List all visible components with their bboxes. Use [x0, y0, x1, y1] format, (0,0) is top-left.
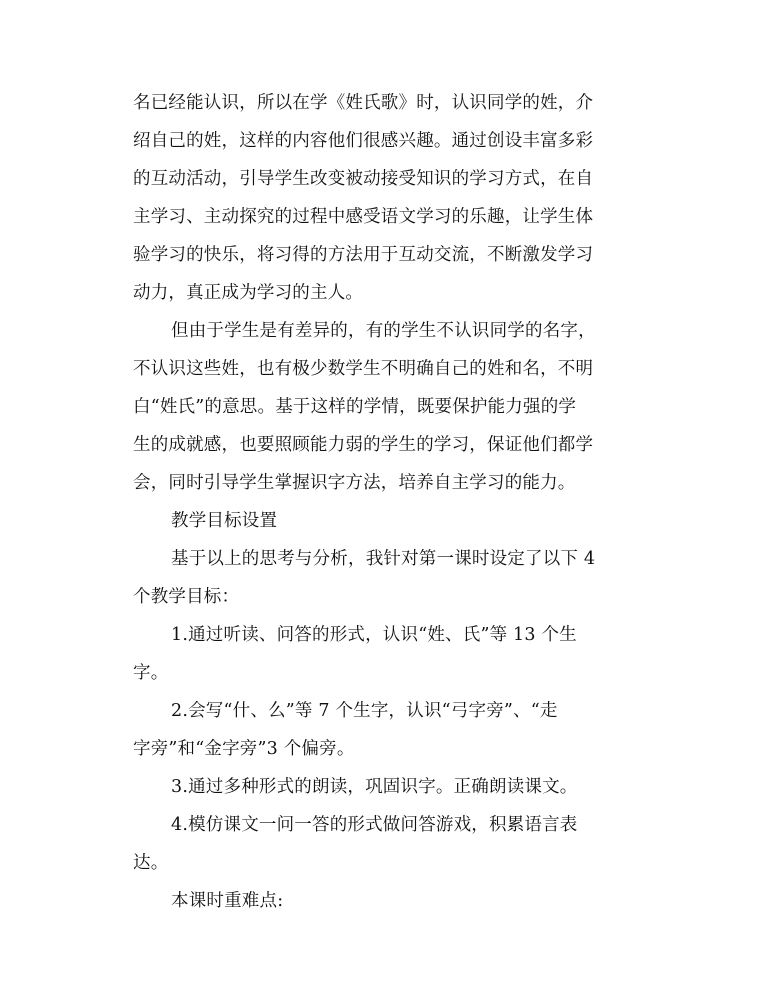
- text-line: 但由于学生是有差异的，有的学生不认识同学的名字，: [171, 321, 596, 341]
- list-item: 2.会写“什、么”等 7 个生字，认识“弓字旁”、“走: [171, 701, 558, 721]
- list-item: 4.模仿课文一问一答的形式做问答游戏，积累语言表: [171, 815, 578, 835]
- list-item-continuation: 达。: [133, 853, 169, 873]
- list-item-continuation: 字。: [133, 663, 169, 683]
- text-line: 生的成就感，也要照顾能力弱的学生的学习，保证他们都学: [133, 435, 594, 455]
- text-line: 验学习的快乐，将习得的方法用于互动交流，不断激发学习: [133, 245, 594, 265]
- text-line: 的互动活动，引导学生改变被动接受知识的学习方式，在自: [133, 169, 594, 189]
- list-item: 3.通过多种形式的朗读，巩固识字。正确朗读课文。: [171, 777, 578, 797]
- text-line: 名已经能认识，所以在学《姓氏歌》时，认识同学的姓，介: [133, 93, 594, 113]
- list-item-continuation: 字旁”和“金字旁”3 个偏旁。: [133, 739, 355, 759]
- text-line: 不认识这些姓，也有极少数学生不明确自己的姓和名，不明: [133, 359, 594, 379]
- text-line: 个教学目标：: [133, 587, 240, 607]
- text-line: 绍自己的姓，这样的内容他们很感兴趣。通过创设丰富多彩: [133, 131, 594, 151]
- text-line: 动力，真正成为学习的主人。: [133, 283, 364, 303]
- section-heading: 本课时重难点:: [171, 891, 284, 911]
- text-line: 主学习、主动探究的过程中感受语文学习的乐趣，让学生体: [133, 207, 594, 227]
- text-line: 白“姓氏”的意思。基于这样的学情，既要保护能力强的学: [133, 397, 577, 417]
- text-line: 基于以上的思考与分析，我针对第一课时设定了以下 4: [171, 549, 596, 569]
- text-line: 会，同时引导学生掌握识字方法，培养自主学习的能力。: [133, 473, 576, 493]
- section-heading: 教学目标设置: [171, 511, 278, 531]
- list-item: 1.通过听读、问答的形式，认识“姓、氏”等 13 个生: [171, 625, 577, 645]
